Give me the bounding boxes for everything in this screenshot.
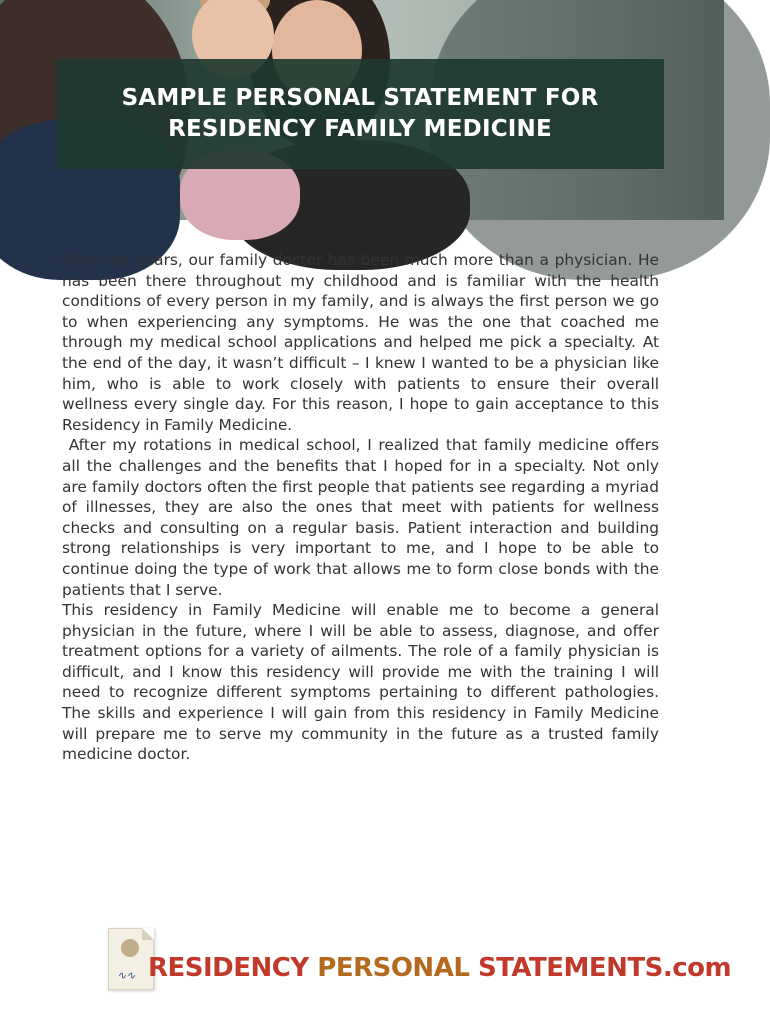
statement-body (62, 250, 664, 765)
signature-icon: ∿∿ (117, 969, 136, 982)
title-banner (56, 59, 664, 169)
hero-photo (0, 0, 724, 220)
brand-word-residency: RESIDENCY (148, 953, 309, 983)
page-title (122, 83, 599, 145)
page-fold-icon (142, 928, 154, 940)
brand-logo[interactable] (104, 922, 732, 994)
title-line-1: SAMPLE PERSONAL STATEMENT FOR (121, 85, 599, 111)
brand-word-personal: PERSONAL (317, 953, 470, 983)
seal-icon (121, 939, 139, 957)
title-line-2: RESIDENCY FAMILY MEDICINE (168, 116, 552, 142)
brand-word-com: .com (662, 953, 732, 983)
brand-wordmark (148, 952, 731, 984)
paragraph-3: This residency in Family Medicine will enable me to become a general physician in the future, where I will be able to assess, diagnose, and offer treatment options for a variety of ailments. The role of a family physician is difficult, and I know this residency will provide me with the training I will need to recognize different symptoms pertaining to different pathologies. The skills and experience I will gain from this residency in Family Medicine will prepare me to serve my community in the future as a trusted family medicine doctor. (62, 601, 659, 764)
paragraph-2: After my rotations in medical school, I realized that family medicine offers all the challenges and the benefits that I hoped for in a specialty. Not only are family doctors often the first people that patients see regarding a myriad of illnesses, they are also the ones that meet with patients for wellness checks and consulting on a regular basis. Patient interaction and building strong relationships is very important to me, and I hope to be able to continue doing the type of work that allows me to form close bonds with the patients that I serve. (62, 436, 664, 599)
brand-word-statements: STATEMENTS (477, 953, 663, 983)
paragraph-1: Over the years, our family doctor has been much more than a physician. He has been there throughout my childhood and is familiar with the health conditions of every person in my family, and is always the first person we go to when experiencing any symptoms. He was the one that coached me through my medical school applications and helped me pick a specialty. At the end of the day, it wasn’t difficult – I knew I wanted to be a physician like him, who is able to work closely with patients to ensure their overall wellness every single day. For this reason, I hope to gain acceptance to this Residency in Family Medicine. (62, 251, 659, 434)
